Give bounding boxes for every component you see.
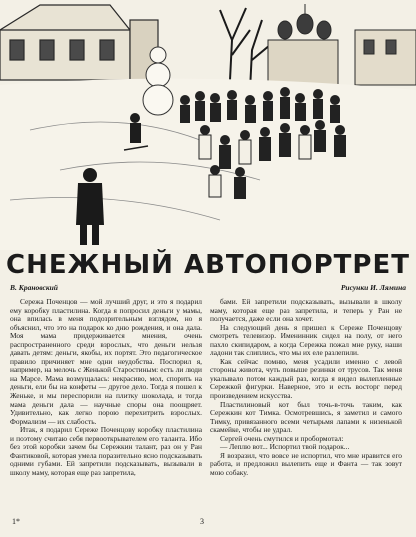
paragraph: Итак, я подарил Сереже Поченцову коробку пластилина и поэтому считаю себя первооткрывателем его таланта. Ибо без этой коробки зачем бы Сережкин талант, раз он у Ран Фантиковой, которая умела поразительно ясно подсказывать одними губами. Ей запретили подсказывать, вызывали в школу маму, которая еще раз запретила, [10,425,202,477]
paragraph: Как сейчас помню, меня усадили именно с левой стороны живота, чуть повыше резинки от трусов. Так меня укалывало потом каждый раз, когда я видел вылепленные Сережкой фигурки. Наверное, это и есть восторг перед произведением искусства. [210,356,402,401]
paragraph: Сережа Поченцов — мой лучший друг, и это я подарил ему коробку пластилина. Когда я попросил деньги у мамы, она впилась в меня подозрительным взглядом, но я объяснил, что это на подарок ко дню рождения, и она дала. Моя мама придерживается мнения, очень распространенного среди взрослых, что деньги нельзя давать детям: деньги, якобы, их портят. Это педагогическое правило причиняет мне одни неудобства. Поспорил я, например, на мелочь с Женькой Старостиным: есть ли люди на Марсе. Мама возмущалась: некрасиво, мол, спорить на деньги, ели бы на конфеты — другое дело. Тогда я пошел к Женьке, и мы переспорили на плитку шоколада, и тогда мама деньги дала — научные споры она поощряет. Удивительно, как легко порою перехитрить взрослых. Формализм — их слабость. [10,298,202,426]
paragraph: Пластилиновый кот был точь-в-точь таким, как Сережкин кот Тимка. Осмотревшись, я заметил и самого Тимку, привязанного всеми четырьмя лапами к низенькой скамейке, чтобы не удрал. [210,399,402,435]
page-number: 3 [200,517,204,526]
signature-mark: 1* [12,517,20,526]
left-column [10,298,202,510]
paragraph: бами. Ей запретили подсказывать, вызывали в школу маму, которая еще раз запретила, и теперь у Ран не получается, даже если она хочет. [210,298,402,324]
paragraph: — Леплю вот... Испортил твой подарок... [220,442,350,452]
paragraph: Я возразил, что вовсе не испортил, что мне нравится его работа, и предложил вылепить еще и Фанта — так зовут мою собаку. [210,450,402,477]
page-title: СНЕЖНЫЙ АВТОПОРТРЕТ [6,250,410,280]
illustrator-credit: Рисунки И. Лямина [340,283,406,292]
page-footer [0,517,416,531]
credits [10,283,406,295]
paragraph: Сергей очень смутился и пробормотал: [220,433,344,443]
author-credit: В. Крановский [10,283,58,292]
winter-street-illustration [0,0,416,250]
right-column [210,298,402,512]
paragraph: На следующий день я пришел к Сереже Поченцову смотреть телевизор. Именинник сидел на полу, от него пахло скипидаром, а когда Сережка пожал мне руку, наши ладони так слиплись, что мы их еле разлепили. [210,322,402,358]
